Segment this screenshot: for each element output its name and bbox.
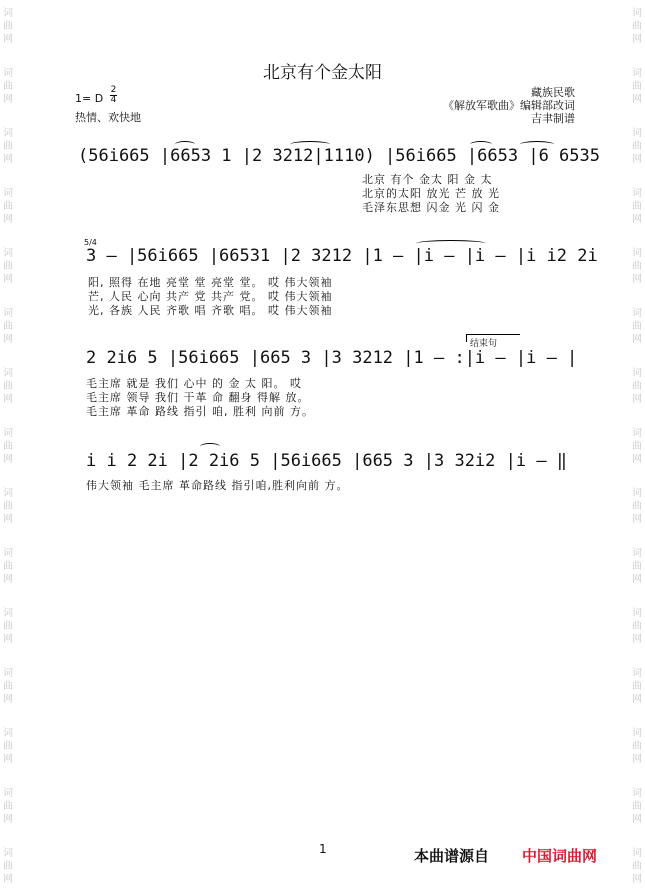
score-row-2-lyric-2: 芒, 人民 心向 共产 党 共产 党。 哎 伟大领袖 bbox=[88, 290, 333, 303]
score-row-3-notes: 2 2i6 5 |56i665 |665 3 |3 3212 |1 — :|i — |i — | bbox=[86, 348, 578, 368]
score-row-4-lyric-1: 伟大领袖 毛主席 革命路线 指引咱,胜利向前 方。 bbox=[86, 479, 349, 492]
watermark-glyph: 曲 bbox=[632, 21, 642, 32]
watermark-glyph: 词 bbox=[632, 488, 642, 499]
score-row-2-lyric-3: 光, 各族 人民 齐歌 唱 齐歌 唱。 哎 伟大领袖 bbox=[88, 304, 333, 317]
watermark-glyph: 词 bbox=[3, 788, 13, 799]
watermark-glyph: 网 bbox=[3, 574, 13, 585]
watermark-glyph: 曲 bbox=[3, 261, 13, 272]
watermark-glyph: 词 bbox=[632, 8, 642, 19]
time-signature-bottom: 4 bbox=[110, 95, 117, 105]
watermark-glyph: 曲 bbox=[3, 861, 13, 872]
watermark-glyph: 曲 bbox=[3, 321, 13, 332]
watermark-glyph: 词 bbox=[632, 608, 642, 619]
score-row-1-lyric-2: 北京的太阳 放光 芒 放 光 bbox=[362, 187, 500, 200]
watermark-glyph: 词 bbox=[3, 368, 13, 379]
watermark-glyph: 网 bbox=[632, 454, 642, 465]
tempo-marking: 热情、欢快地 bbox=[75, 111, 141, 124]
watermark-glyph: 词 bbox=[632, 128, 642, 139]
watermark-glyph: 曲 bbox=[3, 81, 13, 92]
watermark-glyph: 词 bbox=[632, 788, 642, 799]
watermark-glyph: 曲 bbox=[632, 321, 642, 332]
watermark-glyph: 词 bbox=[3, 608, 13, 619]
watermark-glyph: 词 bbox=[3, 68, 13, 79]
watermark-glyph: 曲 bbox=[632, 261, 642, 272]
watermark-glyph: 曲 bbox=[632, 621, 642, 632]
watermark-glyph: 曲 bbox=[632, 441, 642, 452]
watermark-glyph: 曲 bbox=[632, 681, 642, 692]
watermark-glyph: 网 bbox=[632, 574, 642, 585]
left-watermark-strip bbox=[0, 0, 16, 891]
watermark-glyph: 词 bbox=[632, 368, 642, 379]
score-row-3-lyric-1: 毛主席 就是 我们 心中 的 金 太 阳。 哎 bbox=[86, 377, 302, 390]
slur-mark bbox=[290, 141, 330, 148]
time-signature bbox=[110, 86, 117, 105]
score-row-3-lyric-2: 毛主席 领导 我们 干革 命 翻身 得解 放。 bbox=[86, 391, 310, 404]
watermark-glyph: 网 bbox=[632, 694, 642, 705]
watermark-glyph: 网 bbox=[3, 754, 13, 765]
watermark-glyph: 词 bbox=[632, 548, 642, 559]
credit-origin: 藏族民歌 bbox=[531, 86, 575, 99]
slur-mark bbox=[470, 141, 492, 148]
watermark-glyph: 词 bbox=[3, 248, 13, 259]
watermark-glyph: 网 bbox=[632, 94, 642, 105]
watermark-glyph: 网 bbox=[3, 154, 13, 165]
watermark-glyph: 网 bbox=[3, 34, 13, 45]
watermark-glyph: 词 bbox=[3, 428, 13, 439]
watermark-glyph: 词 bbox=[3, 188, 13, 199]
key-signature: 1= D bbox=[75, 92, 104, 105]
watermark-glyph: 曲 bbox=[632, 141, 642, 152]
watermark-glyph: 网 bbox=[3, 454, 13, 465]
watermark-glyph: 曲 bbox=[3, 21, 13, 32]
tie-mark bbox=[416, 240, 486, 247]
watermark-glyph: 网 bbox=[3, 514, 13, 525]
watermark-glyph: 网 bbox=[3, 214, 13, 225]
score-row-1-notes: (56i665 |6653 1 |2 3212|1110) |56i665 |6653 |6 6535 bbox=[78, 146, 600, 166]
watermark-glyph: 曲 bbox=[3, 801, 13, 812]
slur-mark bbox=[200, 443, 220, 450]
watermark-glyph: 词 bbox=[3, 308, 13, 319]
watermark-glyph: 曲 bbox=[632, 201, 642, 212]
watermark-glyph: 网 bbox=[632, 874, 642, 885]
watermark-glyph: 词 bbox=[3, 548, 13, 559]
score-row-1-lyric-1: 北京 有个 金太 阳 金 太 bbox=[362, 173, 493, 186]
slur-mark bbox=[520, 141, 554, 148]
watermark-glyph: 词 bbox=[632, 728, 642, 739]
watermark-glyph: 曲 bbox=[3, 141, 13, 152]
credit-lyrics: 《解放军歌曲》编辑部改词 bbox=[443, 99, 575, 112]
watermark-glyph: 曲 bbox=[3, 561, 13, 572]
watermark-glyph: 词 bbox=[3, 668, 13, 679]
score-row-2-notes: 3 — |56i665 |66531 |2 3212 |1 — |i — |i — |i i2 2i bbox=[86, 246, 598, 266]
watermark-glyph: 网 bbox=[3, 334, 13, 345]
slur-mark bbox=[175, 141, 195, 148]
watermark-glyph: 网 bbox=[632, 514, 642, 525]
watermark-glyph: 网 bbox=[3, 874, 13, 885]
watermark-glyph: 词 bbox=[3, 728, 13, 739]
time-signature-top: 2 bbox=[110, 85, 117, 95]
watermark-glyph: 网 bbox=[632, 214, 642, 225]
watermark-glyph: 曲 bbox=[632, 801, 642, 812]
watermark-glyph: 网 bbox=[632, 154, 642, 165]
watermark-glyph: 网 bbox=[632, 814, 642, 825]
score-row-2-lyric-1: 阳, 照得 在地 亮堂 堂 亮堂 堂。 哎 伟大领袖 bbox=[88, 276, 333, 289]
watermark-glyph: 曲 bbox=[632, 741, 642, 752]
watermark-glyph: 词 bbox=[632, 68, 642, 79]
watermark-glyph: 词 bbox=[632, 428, 642, 439]
right-watermark-strip bbox=[629, 0, 645, 891]
page-number: 1 bbox=[319, 842, 327, 856]
watermark-glyph: 网 bbox=[632, 394, 642, 405]
watermark-glyph: 网 bbox=[632, 274, 642, 285]
score-row-3-lyric-3: 毛主席 革命 路线 指引 咱, 胜利 向前 方。 bbox=[86, 405, 314, 418]
watermark-glyph: 词 bbox=[3, 848, 13, 859]
watermark-glyph: 网 bbox=[3, 274, 13, 285]
watermark-glyph: 曲 bbox=[632, 381, 642, 392]
watermark-glyph: 曲 bbox=[3, 201, 13, 212]
watermark-glyph: 词 bbox=[3, 8, 13, 19]
watermark-glyph: 曲 bbox=[3, 441, 13, 452]
watermark-glyph: 词 bbox=[632, 188, 642, 199]
watermark-glyph: 网 bbox=[3, 94, 13, 105]
watermark-glyph: 网 bbox=[3, 694, 13, 705]
watermark-glyph: 词 bbox=[632, 248, 642, 259]
watermark-glyph: 词 bbox=[632, 668, 642, 679]
watermark-glyph: 曲 bbox=[3, 621, 13, 632]
watermark-glyph: 词 bbox=[3, 488, 13, 499]
score-row-4-notes: i i 2 2i |2 2i6 5 |56i665 |665 3 |3 32i2 |i — ‖ bbox=[86, 451, 568, 471]
song-title: 北京有个金太阳 bbox=[263, 63, 382, 83]
watermark-glyph: 曲 bbox=[3, 681, 13, 692]
watermark-glyph: 网 bbox=[632, 34, 642, 45]
watermark-glyph: 网 bbox=[632, 754, 642, 765]
watermark-glyph: 词 bbox=[3, 128, 13, 139]
watermark-glyph: 曲 bbox=[632, 561, 642, 572]
watermark-glyph: 网 bbox=[3, 634, 13, 645]
source-label: 本曲谱源自 bbox=[414, 847, 490, 865]
watermark-glyph: 曲 bbox=[3, 741, 13, 752]
site-name[interactable]: 中国词曲网 bbox=[522, 847, 598, 865]
watermark-glyph: 网 bbox=[3, 394, 13, 405]
credit-engraver: 吉聿制谱 bbox=[531, 112, 575, 125]
watermark-glyph: 曲 bbox=[632, 501, 642, 512]
watermark-glyph: 词 bbox=[632, 848, 642, 859]
watermark-glyph: 曲 bbox=[632, 861, 642, 872]
watermark-glyph: 网 bbox=[3, 814, 13, 825]
watermark-glyph: 网 bbox=[632, 334, 642, 345]
watermark-glyph: 曲 bbox=[3, 381, 13, 392]
score-row-1-lyric-3: 毛泽东思想 闪金 光 闪 金 bbox=[362, 201, 500, 214]
watermark-glyph: 曲 bbox=[632, 81, 642, 92]
meter-change-marker: 5/4 bbox=[84, 238, 97, 247]
watermark-glyph: 词 bbox=[632, 308, 642, 319]
watermark-glyph: 网 bbox=[632, 634, 642, 645]
ending-bracket: 结束句 bbox=[466, 334, 520, 342]
watermark-glyph: 曲 bbox=[3, 501, 13, 512]
